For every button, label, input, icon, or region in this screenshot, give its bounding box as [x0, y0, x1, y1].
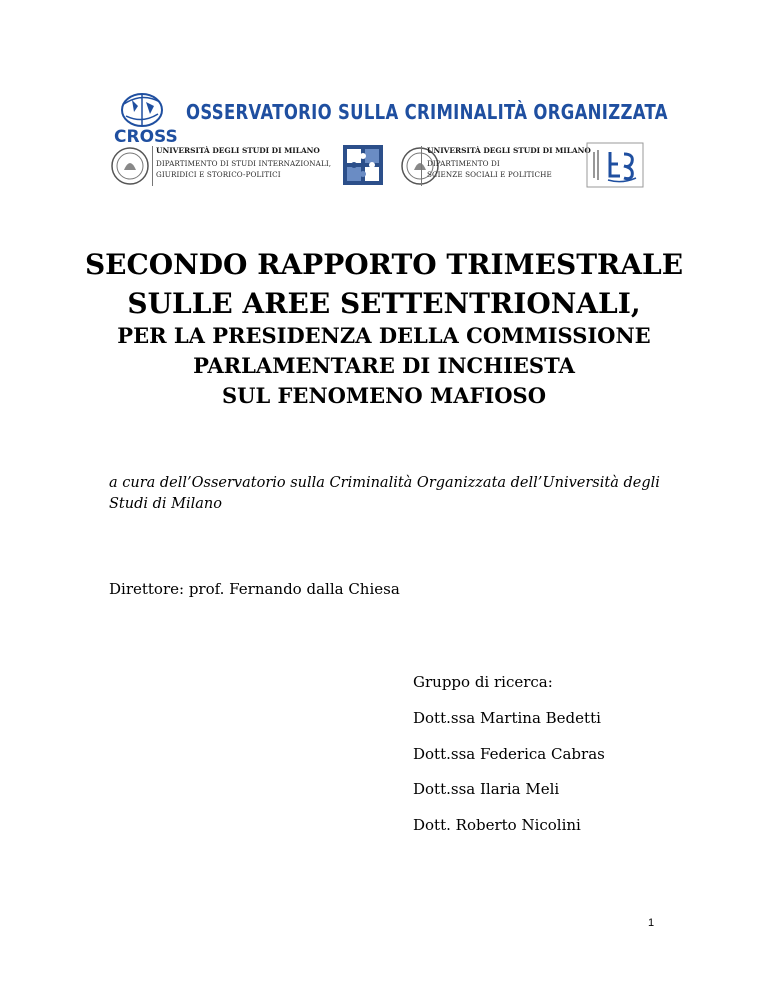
- university-name: UNIVERSITÀ DEGLI STUDI DI MILANO: [427, 146, 591, 155]
- main-title-line-1: SECONDO RAPPORTO TRIMESTRALE: [84, 248, 684, 281]
- department-logo-icon: [586, 142, 644, 188]
- editor-note: a cura dell’Osservatorio sulla Criminalità Organizzata dell’Università degli Studi di Milano: [109, 475, 660, 512]
- department-line: DIPARTIMENTO DI STUDI INTERNAZIONALI,: [156, 159, 332, 168]
- org-title: OSSERVATORIO SULLA CRIMINALITÀ ORGANIZZATA: [186, 100, 668, 124]
- subtitle-line-2: PARLAMENTARE DI INCHIESTA: [193, 353, 575, 378]
- svg-text:CROSS: CROSS: [114, 127, 178, 146]
- department-line: DIPARTIMENTO DI: [427, 159, 500, 168]
- cross-logo: [112, 90, 180, 146]
- university-name: UNIVERSITÀ DEGLI STUDI DI MILANO: [156, 146, 320, 155]
- main-title-line-2: SULLE AREE SETTENTRIONALI,: [127, 287, 641, 320]
- page-number: 1: [648, 917, 655, 929]
- university-seal-icon: [110, 146, 150, 186]
- director: Direttore: prof. Fernando dalla Chiesa: [109, 580, 400, 598]
- research-group-member: Dott.ssa Martina Bedetti: [413, 709, 601, 727]
- header: [104, 88, 668, 188]
- university-block-2: [427, 145, 591, 180]
- research-group-member: Dott.ssa Ilaria Meli: [413, 780, 560, 798]
- department-line: SCIENZE SOCIALI E POLITICHE: [427, 170, 552, 179]
- department-line: GIURIDICI E STORICO-POLITICI: [156, 170, 281, 179]
- research-group-heading: Gruppo di ricerca:: [413, 673, 553, 691]
- divider: [152, 146, 153, 186]
- divider: [421, 146, 422, 186]
- subtitle-line-1: PER LA PRESIDENZA DELLA COMMISSIONE: [117, 323, 651, 348]
- research-group-member: Dott.ssa Federica Cabras: [413, 745, 605, 763]
- university-block-1: [156, 145, 331, 180]
- subtitle-line-3: SUL FENOMENO MAFIOSO: [221, 383, 547, 408]
- puzzle-logo-icon: [342, 144, 384, 186]
- research-group-member: Dott. Roberto Nicolini: [413, 816, 581, 834]
